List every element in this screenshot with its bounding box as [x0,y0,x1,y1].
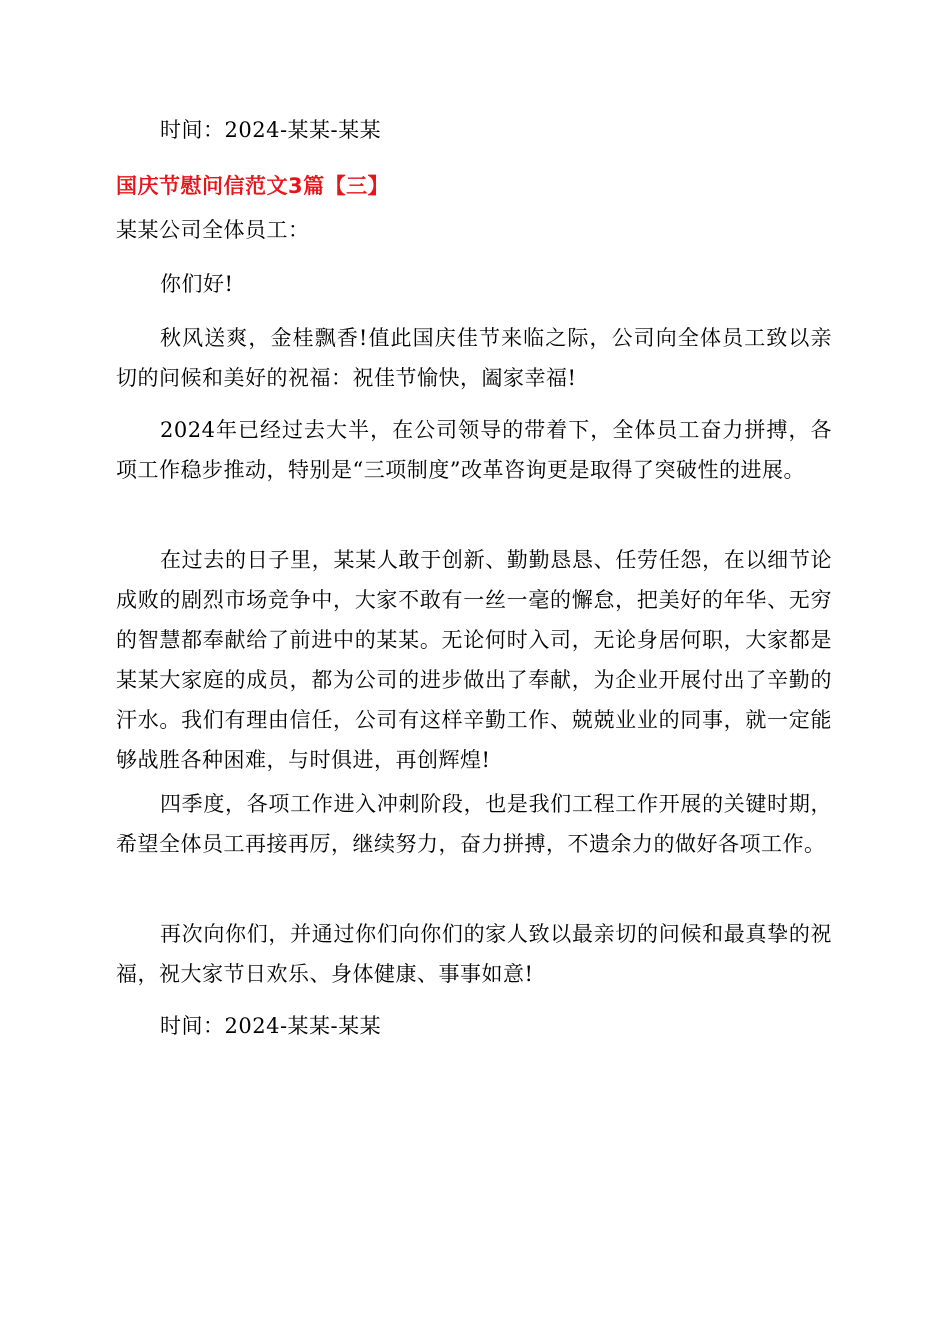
time-line-top: 时间：2024-某某-某某 [160,118,382,142]
greeting: 你们好! [160,272,234,296]
paragraph-3: 在过去的日子里，某某人敢于创新、勤勤恳恳、任劳任怨，在以细节论成败的剧烈市场竞争中，大家不敢有一丝一毫的懈怠，把美好的年华、无穷的智慧都奉献给了前进中的某某。无论何时入司，无论身居何职，大家都是某某大家庭的成员，都为公司的进步做出了奉献，为企业开展付出了辛勤的汗水。我们有理由信任，公司有这样辛勤工作、兢兢业业的同事，就一定能够战胜各种困难，与时俱进，再创辉煌! [116,548,832,772]
time-line-bottom: 时间：2024-某某-某某 [160,1014,382,1038]
paragraph-4: 四季度，各项工作进入冲刺阶段，也是我们工程工作开展的关键时期，希望全体员工再接再厉，继续努力，奋力拼搏，不遗余力的做好各项工作。 [116,792,832,856]
paragraph-1: 秋风送爽，金桂飘香!值此国庆佳节来临之际，公司向全体员工致以亲切的问候和美好的祝福：祝佳节愉快，阖家幸福! [116,326,832,390]
paragraph-5: 再次向你们，并通过你们向你们的家人致以最亲切的问候和最真挚的祝福，祝大家节日欢乐、身体健康、事事如意! [116,922,832,986]
paragraph-2: 2024年已经过去大半，在公司领导的带着下，全体员工奋力拼搏，各项工作稳步推动，特别是“三项制度”改革咨询更是取得了突破性的进展。 [116,418,832,482]
salutation: 某某公司全体员工： [116,218,310,242]
section-heading: 国庆节慰问信范文3篇【三】 [116,174,390,198]
